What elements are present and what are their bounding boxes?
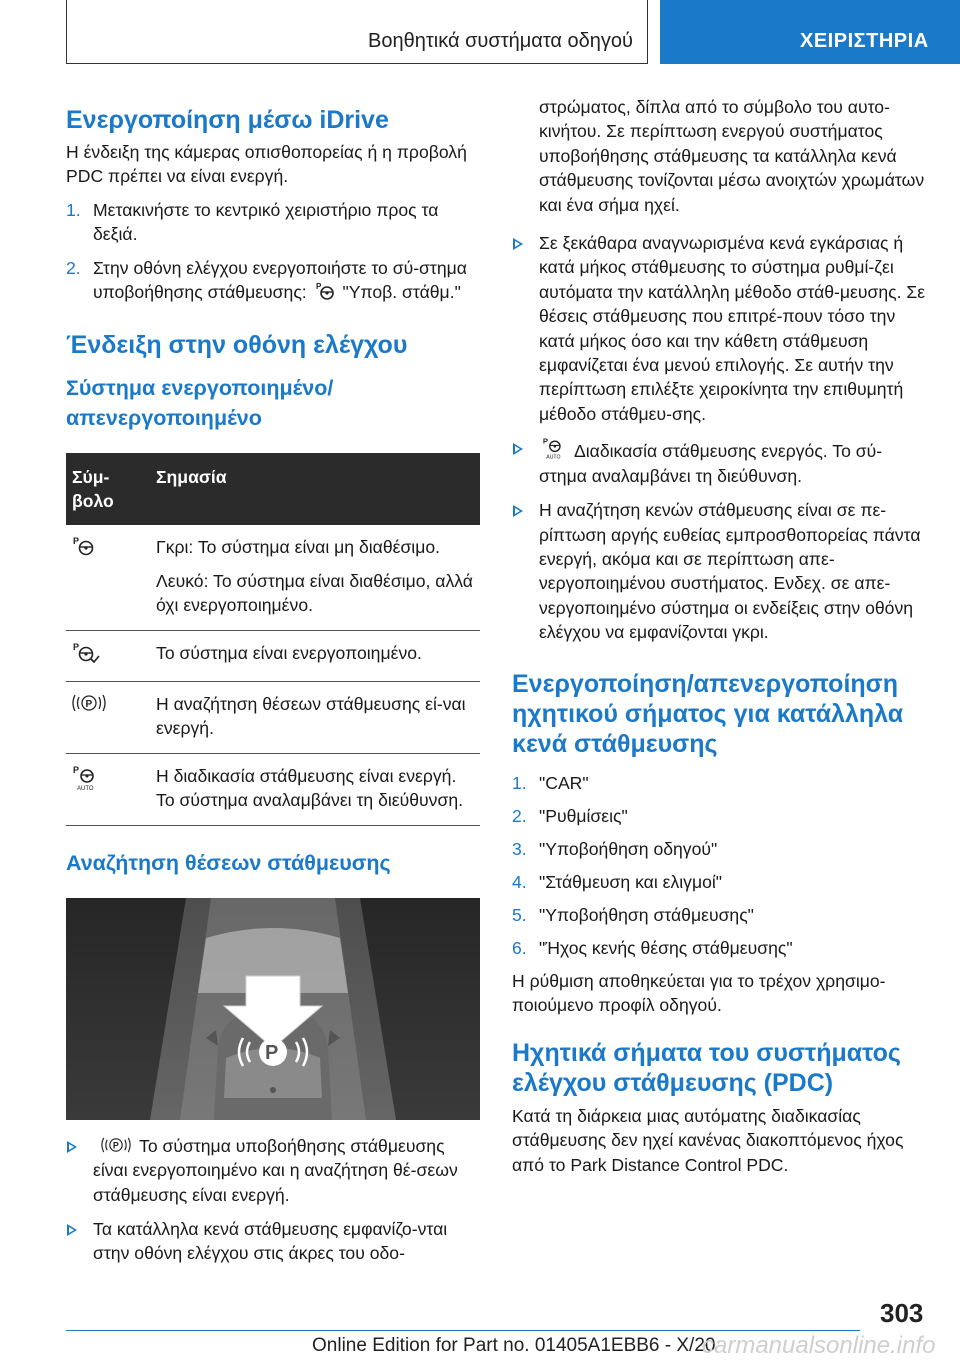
meaning-cell (150, 682, 480, 754)
svg-text:P: P (542, 436, 548, 446)
menu-step (512, 936, 928, 960)
meaning-line: Η διαδικασία στάθμευσης είναι ενεργή. Το σύστημα αναλαμβάνει τη διεύθυνση. (156, 765, 463, 811)
meaning-line: Γκρι: Το σύστημα είναι μη διαθέσιμο. (156, 537, 441, 558)
table-row (66, 753, 480, 825)
svg-text:P: P (112, 1140, 119, 1151)
heading-pdc-signals: Ηχητικά σήματα του συστήματος ελέγχου στάθμευσης (PDC) (512, 1038, 901, 1097)
bullet-text: Τα κατάλληλα κενά στάθμευσης εμφανίζο-νται στην οθόνη ελέγχου στις άκρες του οδο- (93, 1218, 448, 1264)
bullet-text: Σε ξεκάθαρα αναγνωρισμένα κενά εγκάρσιας ή κατά μήκος στάθμευσης το σύστημα ρυθμί-ζει αυτόματα την κατάλληλη μέθοδο στάθ-μευσης. Σε θέσεις στάθμευσης που επιτρέ-πουν τόσο την κατά μήκος όσο και την κάθετη στάθμευση εμφανίζεται ένα μενού επιλογής. Σε αυτήν την περίπτωση επιλέξτε χειροκίνητα την επιθυμητή μέθοδο στάθμευ-σης. (539, 233, 926, 424)
list-item (512, 498, 928, 644)
info-bullets (512, 231, 928, 645)
step-text: "Υποβοήθηση στάθμευσης" (539, 904, 754, 925)
list-item (512, 436, 928, 488)
meaning-cell (150, 525, 480, 630)
bullet-text: Η αναζήτηση κενών στάθμευσης είναι σε πε-ρίπτωση αργής ευθείας εμπροσθοπορείας πάντα ενεργή, ακόμα και σε περίπτωση απε-νεργοποιημένου συστήματος. Ενδεχ. σε απε-νεργοποιημένο σύστημα οι ενδείξεις στην οθόνη ελέγχου να εμφανίζονται γκρι. (539, 500, 921, 643)
menu-step (512, 870, 928, 894)
step-1 (66, 198, 480, 247)
step-number: 5. (512, 904, 527, 925)
triangle-bullet-icon (67, 1141, 77, 1153)
step-text-menu: "Υποβ. στάθμ." (342, 282, 461, 303)
step-text: "Ήχος κενής θέσης στάθμευσης" (539, 937, 793, 958)
activation-steps (66, 198, 480, 305)
heading-acoustic-signal: Ενεργοποίηση/απενεργοποίηση ηχητικού σήματος για κατάλληλα κενά στάθμευσης (512, 669, 904, 758)
svg-text:P: P (73, 764, 80, 775)
table-row (66, 682, 480, 754)
meaning-line: Η αναζήτηση θέσεων στάθμευσης εί-ναι ενεργή. (156, 694, 466, 739)
svg-text:P: P (85, 699, 93, 711)
paragraph-saved: Η ρύθμιση αποθηκεύεται για το τρέχον χρησιμο-ποιούμενο προφίλ οδηγού. (512, 970, 886, 1016)
section-title: Βοηθητικά συστήματα οδηγού (368, 30, 633, 52)
triangle-bullet-icon (67, 1224, 77, 1236)
list-item (66, 1217, 480, 1266)
step-text: "Υποβοήθηση οδηγού" (539, 838, 718, 859)
parking-auto-icon (72, 764, 100, 792)
triangle-bullet-icon (513, 443, 523, 455)
heading-activation: Ενεργοποίηση μέσω iDrive (66, 106, 389, 134)
parking-space-search-icon (72, 692, 106, 714)
footer-divider (66, 1330, 860, 1331)
footer-edition: Online Edition for Part no. 01405A1EBB6 - X/20 (312, 1335, 716, 1356)
step-text: "Ρυθμίσεις" (539, 805, 628, 826)
step-number: 2. (512, 805, 527, 826)
parking-space-search-icon (101, 1135, 131, 1155)
heading-search: Αναζήτηση θέσεων στάθμευσης (66, 850, 391, 875)
step-text: "CAR" (539, 772, 589, 793)
symbol-cell (66, 630, 150, 681)
menu-step (512, 903, 928, 927)
step-number: 2. (66, 257, 81, 278)
triangle-bullet-icon (513, 505, 523, 517)
step-number: 1. (512, 772, 527, 793)
svg-text:P: P (315, 282, 321, 292)
parking-assistant-icon (315, 281, 335, 301)
heading-system-state: Σύστημα ενεργοποιημένο/απενεργοποιημένο (66, 376, 334, 431)
left-column (66, 96, 480, 1266)
step-number: 6. (512, 937, 527, 958)
symbol-table (66, 453, 480, 825)
step-text: "Στάθμευση και ελιγμοί" (539, 871, 723, 892)
menu-step (512, 771, 928, 795)
svg-text:P: P (73, 641, 80, 652)
paragraph-pdc-signals: Κατά τη διάρκεια μιας αυτόματης διαδικασίας στάθμευσης δεν ηχεί κανένας διακοπτόμενος ήχος από το Park Distance Control PDC. (512, 1105, 904, 1175)
parking-auto-icon (542, 436, 566, 460)
step-text: Μετακινήστε το κεντρικό χειριστήριο προς τα δεξιά. (93, 199, 439, 245)
step-number: 4. (512, 871, 527, 892)
meaning-line: Λευκό: Το σύστημα είναι διαθέσιμο, αλλά όχι ενεργοποιημένο. (156, 570, 473, 616)
table-row (66, 630, 480, 681)
paragraph-continued: στρώματος, δίπλα από το σύμβολο του αυτο-κινήτου. Σε περίπτωση ενεργού συστήματος υποβοήθησης στάθμευσης τα κατάλληλα κενά στάθμευσης τονίζονται μέσω ανοιχτών χρωμάτων και ένα σήμα ηχεί. (539, 97, 925, 215)
symbol-cell (66, 753, 150, 825)
parking-assistant-active-icon (72, 641, 100, 663)
bullet-text: Το σύστημα υποβοήθησης στάθμευσης είναι ενεργοποιημένο και η αναζήτηση θέ-σεων στάθμευσης είναι ενεργή. (93, 1135, 458, 1205)
chapter-tab[interactable] (660, 0, 960, 64)
menu-step (512, 837, 928, 861)
step-text: Στην οθόνη ελέγχου ενεργοποιήστε το σύ-στημα υποβοήθησης στάθμευσης: (93, 257, 467, 303)
watermark: carmanualsonline.info (702, 1332, 936, 1359)
parking-assistant-icon (72, 535, 96, 557)
svg-text:AUTO: AUTO (77, 785, 94, 792)
symbol-cell (66, 525, 150, 630)
col-meaning-header: Σημασία (150, 453, 480, 525)
page-number: 303 (880, 1298, 924, 1328)
search-bullets (66, 1134, 480, 1266)
chapter-label: ΧΕΙΡΙΣΤΗΡΙΑ (800, 30, 929, 52)
table-header-row (66, 453, 480, 525)
bullet-text: Διαδικασία στάθμευσης ενεργός. Το σύ-στημα αναλαμβάνει τη διεύθυνση. (539, 441, 883, 486)
step-2 (66, 256, 480, 305)
svg-text:AUTO: AUTO (546, 454, 561, 461)
table-row (66, 525, 480, 630)
meaning-cell (150, 630, 480, 681)
right-column (512, 95, 928, 1177)
meaning-line: Το σύστημα είναι ενεργοποιημένο. (156, 642, 422, 663)
meaning-cell (150, 753, 480, 825)
p-label: P (265, 1041, 279, 1064)
step-number: 3. (512, 838, 527, 859)
step-number: 1. (66, 199, 81, 220)
menu-step (512, 804, 928, 828)
parking-search-illustration (66, 898, 480, 1120)
triangle-bullet-icon (513, 238, 523, 250)
list-item (512, 231, 928, 426)
heading-display: Ένδειξη στην οθόνη ελέγχου (66, 331, 408, 360)
header-section-box (66, 0, 648, 64)
menu-steps (512, 771, 928, 960)
list-item (66, 1134, 480, 1207)
svg-text:P: P (73, 536, 80, 547)
paragraph-activation: Η ένδειξη της κάμερας οπισθοπορείας ή η προβολή PDC πρέπει να είναι ενεργή. (66, 142, 467, 187)
col-symbol-header: Σύμ-βολο (66, 453, 150, 525)
symbol-cell (66, 682, 150, 754)
